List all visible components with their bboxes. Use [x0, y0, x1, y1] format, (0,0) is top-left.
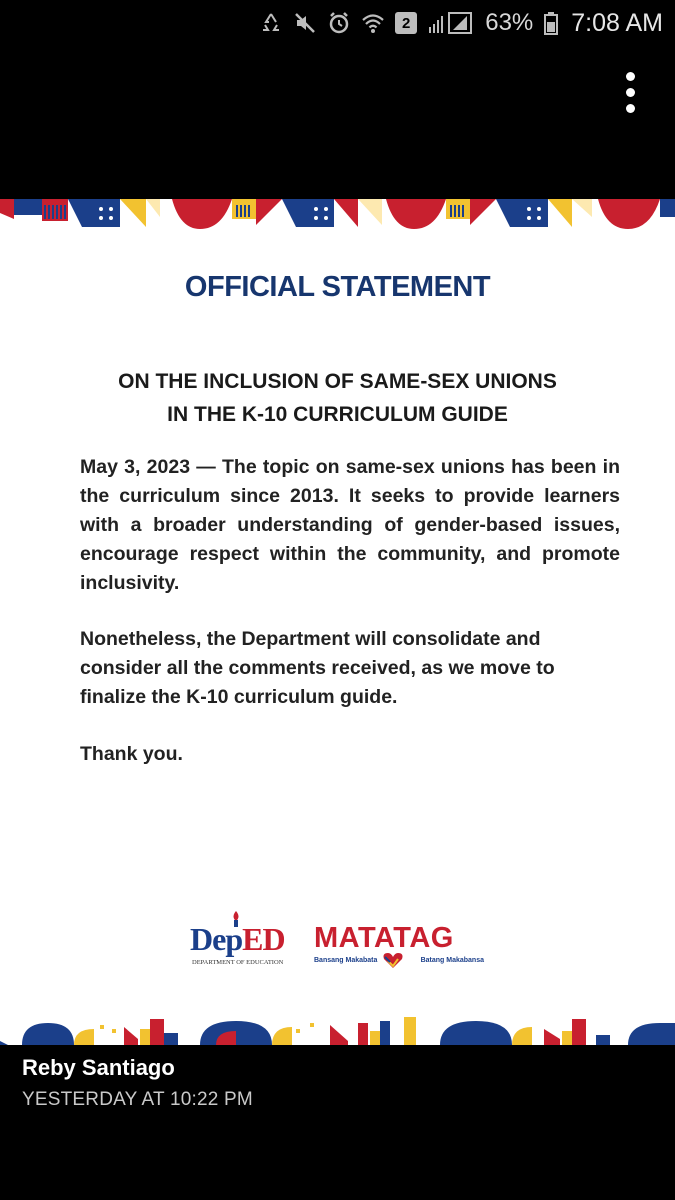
logos — [188, 911, 488, 971]
heart-hands-icon — [382, 951, 404, 969]
alarm-icon — [327, 11, 351, 35]
matatag-tagline-left: Bansang Makabata — [314, 957, 378, 964]
wifi-icon — [361, 11, 385, 35]
post-timestamp: YESTERDAY AT 10:22 PM — [22, 1089, 253, 1110]
matatag-wordmark: MATATAG — [314, 922, 454, 954]
deped-subtitle: DEPARTMENT OF EDUCATION — [192, 959, 284, 966]
statement-photo[interactable] — [0, 199, 675, 1045]
subtitle-line-2: IN THE K-10 CURRICULUM GUIDE — [167, 403, 508, 426]
deped-wordmark — [190, 921, 285, 958]
dot — [626, 72, 635, 81]
dot — [626, 88, 635, 97]
matatag-logo — [314, 911, 484, 971]
statement-paragraph-1: May 3, 2023 — The topic on same-sex unions has been in the curriculum since 2013. It seeks to provide learners with a broader understanding of gender-based issues, encourage respect within the community, and promote inclusivity. — [80, 456, 620, 594]
signal-icon — [427, 11, 475, 35]
sim-icon: 2 — [395, 12, 417, 34]
deped-logo — [188, 911, 298, 971]
recycle-icon — [259, 11, 283, 35]
mute-icon — [293, 11, 317, 35]
decorative-banner-bottom — [0, 1015, 675, 1045]
decorative-banner-top — [0, 199, 675, 229]
subtitle-line-1: ON THE INCLUSION OF SAME-SEX UNIONS — [118, 370, 557, 393]
clock: 7:08 AM — [571, 8, 663, 37]
matatag-tagline-right: Batang Makabansa — [420, 957, 484, 964]
dot — [626, 104, 635, 113]
deped-wordmark-ed: ED — [242, 921, 285, 957]
photo-caption — [22, 1055, 253, 1111]
battery-icon — [543, 11, 559, 35]
battery-percentage: 63% — [485, 9, 534, 36]
status-bar — [0, 0, 675, 46]
author-name[interactable]: Reby Santiago — [22, 1055, 175, 1080]
statement-subtitle — [40, 365, 635, 431]
statement-paragraph-2: Nonetheless, the Department will consolidate and consider all the comments received, as we move to finalize the K-10 curriculum guide. — [80, 628, 555, 708]
statement-title: OFFICIAL STATEMENT — [184, 271, 491, 303]
more-options-button[interactable] — [612, 68, 648, 116]
statement-closing: Thank you. — [80, 743, 183, 765]
deped-wordmark-dep: Dep — [190, 921, 243, 957]
